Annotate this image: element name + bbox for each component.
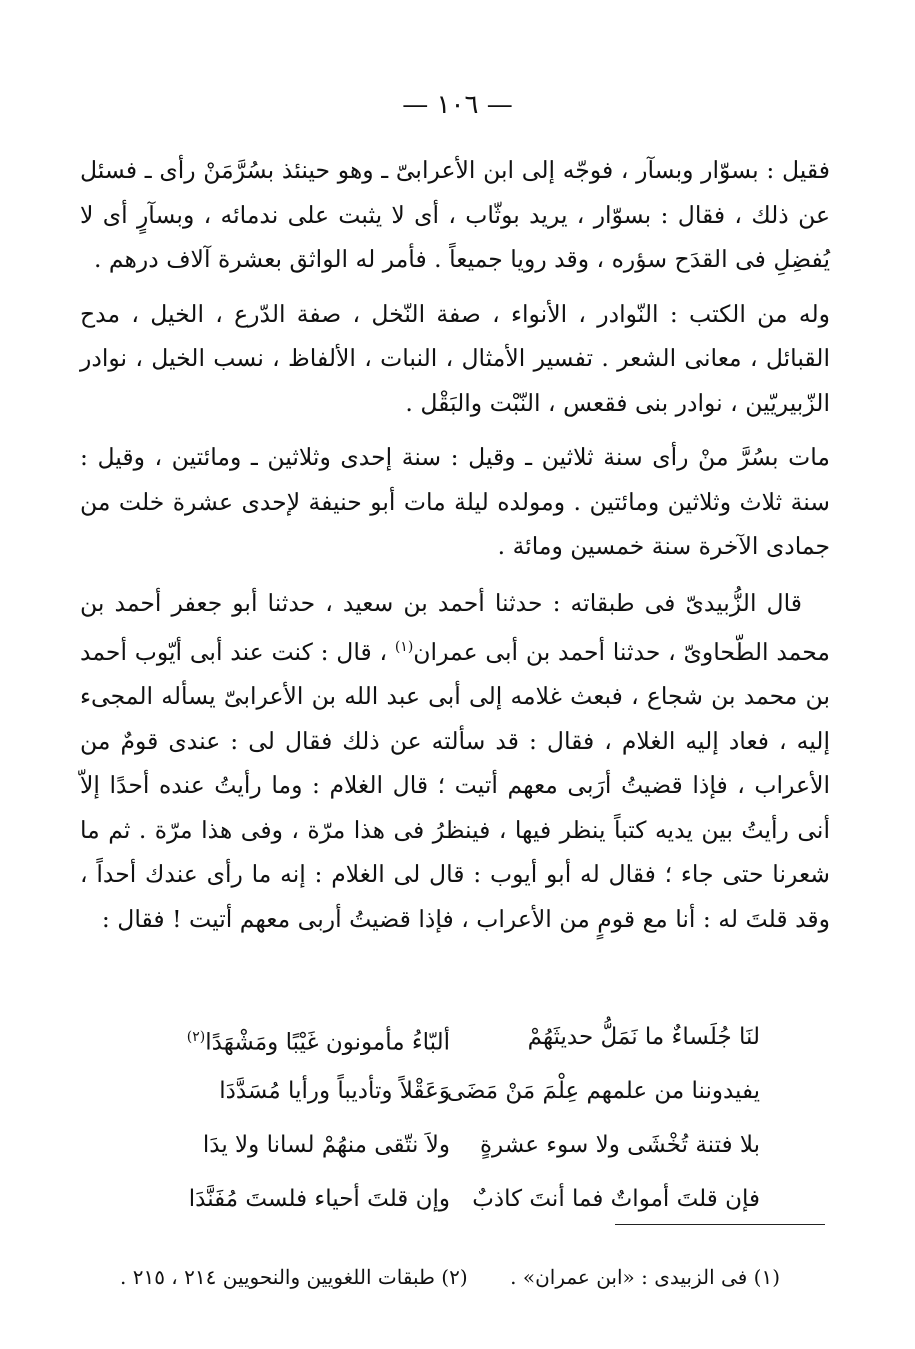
poem-verse-2 [150, 1064, 760, 1118]
poem [150, 1010, 760, 1226]
footnote-ref-1[interactable]: (١) [394, 639, 414, 655]
footnote-divider [615, 1224, 825, 1225]
verse-first-hemistich: فإن قلتَ أمواتٌ فما أنتَ كاذبٌ [472, 1186, 760, 1212]
verse-first-hemistich: لنَا جُلَساءٌ ما نَمَلُّ حديثَهُمْ [527, 1024, 760, 1050]
verse-second-hemistich: وإن قلتَ أحياء فلستَ مُفَنَّدَا [188, 1186, 450, 1212]
poem-verse-4 [150, 1172, 760, 1226]
verse-first-hemistich: يفيدوننا من علمهم عِلْمَ مَنْ مَضَى [446, 1078, 760, 1104]
paragraph-books: وله من الكتب : النّوادر ، الأنواء ، صفة النّخل ، صفة الدّرع ، الخيل ، مدح القبائل ، معانى الشعر . تفسير الأمثال ، النبات ، الألفاظ ، نسب الخيل ، نوادر الزّبيريّين ، نوادر بنى فقعس ، النّبْت والبَقْل . [80, 299, 830, 417]
paragraph-bassar: فقيل : بسوّار وبسآر ، فوجّه إلى ابن الأعرابىّ ـ وهو حينئذ بسُرَّمَنْ رأى ـ فسئل عن ذلك ، فقال : بسوّار ، يريد بوثّاب ، أى لا يثبت على ندمائه ، وبسآرٍ أى لا يُفضِلِ فى القدَح سؤره ، وقد رويا جميعاً . فأمر له الواثق بعشرة آلاف درهم . [80, 156, 830, 273]
page-number: — ١٠٦ — [402, 90, 513, 120]
paragraph-death: مات بسُرَّ منْ رأى سنة ثلاثين ـ وقيل : سنة إحدى وثلاثين ـ ومائتين ، وقيل : سنة ثلاث وثلاثين ومائتين . ومولده ليلة مات أبو حنيفة لإحدى عشرة خلت من جمادى الآخرة سنة خمسين ومائة . [80, 443, 830, 560]
footnote-2: (٢) طبقات اللغويين والنحويين ٢١٤ ، ٢١٥ . [120, 1265, 468, 1289]
verse-second-hemistich: وَعَقْلاً وتأديباً ورأيا مُسَدَّدَا [219, 1078, 450, 1104]
hemistich-text: ألبّاءُ مأمونون غَيْبًا ومَشْهَدًا [205, 1029, 450, 1056]
footnote-ref-2[interactable]: (٢) [186, 1029, 206, 1045]
verse-second-hemistich: ولاَ نتّقى منهُمْ لسانا ولا يدَا [202, 1132, 450, 1158]
main-text [80, 148, 830, 941]
footnotes [120, 1262, 780, 1292]
anecdote-text-start: قال الزُّبيدىّ فى طبقاته : حدثنا أحمد بن سعيد ، حدثنا أبو جعفر أحمد بن محمد الطّحاوىّ ، حدثنا أحمد بن أبى عمران [80, 588, 831, 666]
paragraph-zubaydi-anecdote [80, 581, 830, 942]
verse-first-hemistich: بلا فتنة تُخْشَى ولا سوء عشرةٍ [480, 1132, 760, 1158]
verse-second-hemistich [150, 1010, 450, 1064]
anecdote-text-end: ، قال : كنت عند أبى أيّوب أحمد بن محمد بن شجاع ، فبعث غلامه إلى أبى عبد الله بن الأعرابىّ يسأله المجىء إليه ، فعاد إليه الغلام ، فقال : قد سألته عن ذلك فقال لى : عندى قومٌ من الأعراب ، فإذا قضيتُ أرَبى معهم أتيت ؛ قال الغلام : وما رأيتُ عنده أحدًا إلاّ أنى رأيتُ بين يديه كتباً ينظر فيها ، فينظرُ فى هذا مرّة ، وفى هذا مرّة . ثم ما شعرنا حتى جاء ؛ فقال له أبو أيوب : قال لى الغلام : إنه ما رأى عندك أحداً ، وقد قلتَ له : أنا مع قومٍ من الأعراب ، فإذا قضيتُ أربى معهم أتيت ! فقال : [80, 637, 830, 933]
poem-verse-1 [150, 1010, 760, 1064]
poem-verse-3 [150, 1118, 760, 1172]
footnote-1: (١) فى الزبيدى : «ابن عمران» . [510, 1265, 780, 1289]
